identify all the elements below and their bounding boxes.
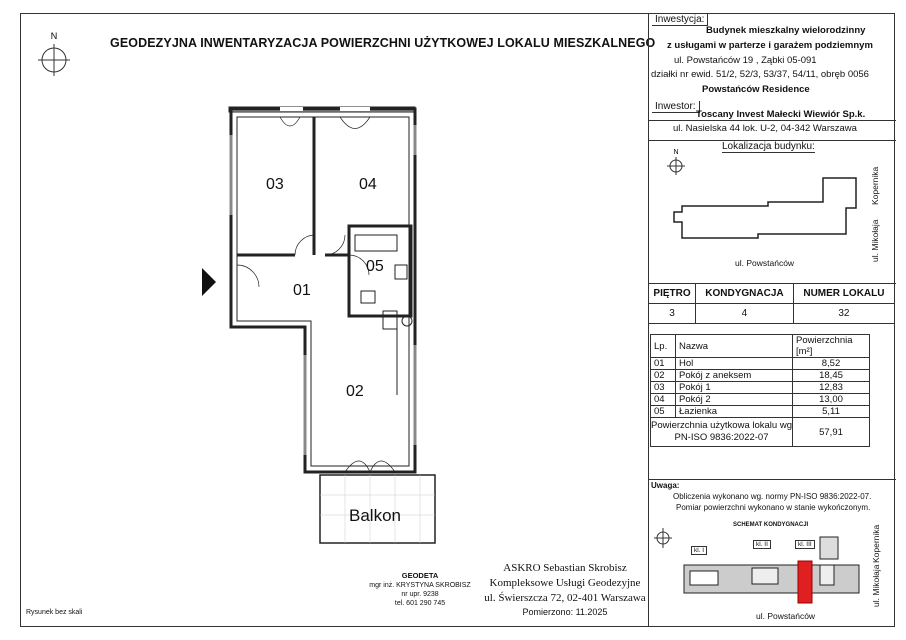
geodeta-phone: tel. 601 290 745 xyxy=(394,600,446,607)
table-row xyxy=(651,370,870,382)
company-line-1: ASKRO Sebastian Skrobisz xyxy=(503,562,627,574)
room-label-01: 01 xyxy=(293,282,311,299)
schema-compass-icon xyxy=(652,522,674,550)
company-line-3: ul. Świerszcza 72, 02-401 Warszawa xyxy=(484,592,646,604)
area-cell: 5,11 xyxy=(793,406,870,418)
investment-label: Inwestycja: xyxy=(652,14,708,26)
area-cell: 04 xyxy=(651,394,676,406)
unit-header-storey: KONDYGNACJA xyxy=(696,284,794,304)
schema-kl1: kl. I xyxy=(691,546,707,555)
area-cell: 13,00 xyxy=(793,394,870,406)
room-label-03: 03 xyxy=(266,176,284,193)
area-total-label-1: Powierzchnia użytkowa lokalu wg xyxy=(651,420,792,431)
schema-kl2: kl. II xyxy=(753,540,771,549)
location-north: N xyxy=(673,149,679,156)
area-total-value: 57,91 xyxy=(793,418,870,447)
notes-line-1: Obliczenia wykonano wg. normy PN-ISO 9836:2022-07. xyxy=(673,492,872,501)
geodeta-title: GEODETA xyxy=(401,571,439,580)
company-line-2: Kompleksowe Usługi Geodezyjne xyxy=(489,577,641,589)
unit-table xyxy=(648,283,895,324)
investor-address: ul. Nasielska 44 lok. U-2, 04-342 Warszawa xyxy=(673,123,857,134)
investment-line-2: z usługami w parterze i garażem podziemnym xyxy=(667,40,873,51)
divider xyxy=(649,479,896,480)
table-row xyxy=(651,394,870,406)
geodeta-license: nr upr. 9238 xyxy=(401,591,439,598)
entrance-arrow-icon xyxy=(202,268,218,296)
area-cell: 8,52 xyxy=(793,358,870,370)
schema-street-right-1: ul. Mikołaja xyxy=(871,564,881,607)
investor-label: Inwestor: xyxy=(652,101,700,113)
room-label-02: 02 xyxy=(346,383,364,400)
area-cell: 12,83 xyxy=(793,382,870,394)
schema-map xyxy=(680,535,865,607)
area-total-row xyxy=(651,418,870,447)
schema-street-right-2: Kopernika xyxy=(871,524,881,563)
room-label-04: 04 xyxy=(359,176,377,193)
area-table xyxy=(650,334,870,447)
schema-title: SCHEMAT KONDYGNACJI xyxy=(733,522,809,528)
investment-line-4: działki nr ewid. 51/2, 52/3, 53/37, 54/11, obręb 0056 xyxy=(651,69,869,80)
divider xyxy=(649,120,896,121)
room-label-05: 05 xyxy=(366,258,384,275)
location-street-right-1: ul. Mikołaja xyxy=(870,219,880,262)
area-cell: 05 xyxy=(651,406,676,418)
table-row xyxy=(651,382,870,394)
area-total-label-2: PN-ISO 9836:2022-07 xyxy=(674,432,769,443)
investor-name: Toscany Invest Małecki Wiewiór Sp.k. xyxy=(696,109,866,120)
investment-line-3: ul. Powstańców 19 , Ząbki 05-091 xyxy=(674,55,817,66)
location-street-bottom: ul. Powstańców xyxy=(735,258,795,268)
geodeta-name: mgr inż. KRYSTYNA SKROBISZ xyxy=(369,582,471,589)
area-head-lp: Lp. xyxy=(651,335,676,358)
notes-label: Uwaga: xyxy=(651,481,680,490)
unit-header-floor: PIĘTRO xyxy=(649,284,696,304)
measured-date: Pomierzono: 11.2025 xyxy=(522,607,608,617)
north-compass-icon xyxy=(34,28,74,78)
location-street-right-2: Kopernika xyxy=(870,166,880,205)
area-head-name: Nazwa xyxy=(676,335,793,358)
area-cell: Pokój 2 xyxy=(676,394,793,406)
area-cell: 18,45 xyxy=(793,370,870,382)
area-cell: 01 xyxy=(651,358,676,370)
table-row xyxy=(651,406,870,418)
investment-line-5: Powstańców Residence xyxy=(702,84,810,95)
area-head-area: Powierzchnia [m²] xyxy=(793,335,870,358)
area-cell: Pokój z aneksem xyxy=(676,370,793,382)
table-row xyxy=(651,358,870,370)
schema-street-bottom: ul. Powstańców xyxy=(756,611,816,621)
building-outline xyxy=(668,172,868,252)
area-cell: Hol xyxy=(676,358,793,370)
area-cell: Łazienka xyxy=(676,406,793,418)
unit-value-number: 32 xyxy=(793,304,894,324)
area-cell: 03 xyxy=(651,382,676,394)
location-label: Lokalizacja budynku: xyxy=(722,141,815,152)
room-label-balkon: Balkon xyxy=(349,506,401,525)
notes-line-2: Pomiar powierzchni wykonano w stanie wykończonym. xyxy=(676,503,871,512)
floor-plan xyxy=(195,95,450,555)
area-cell: Pokój 1 xyxy=(676,382,793,394)
unit-header-number: NUMER LOKALU xyxy=(793,284,894,304)
unit-value-storey: 4 xyxy=(696,304,794,324)
no-scale-note: Rysunek bez skali xyxy=(26,609,83,616)
compass-label: N xyxy=(50,31,58,41)
unit-value-floor: 3 xyxy=(649,304,696,324)
page-title: GEODEZYJNA INWENTARYZACJA POWIERZCHNI UŻYTKOWEJ LOKALU MIESZKALNEGO xyxy=(110,36,656,50)
investment-line-1: Budynek mieszkalny wielorodzinny xyxy=(706,25,866,36)
schema-kl3: kl. III xyxy=(795,540,815,549)
area-cell: 02 xyxy=(651,370,676,382)
